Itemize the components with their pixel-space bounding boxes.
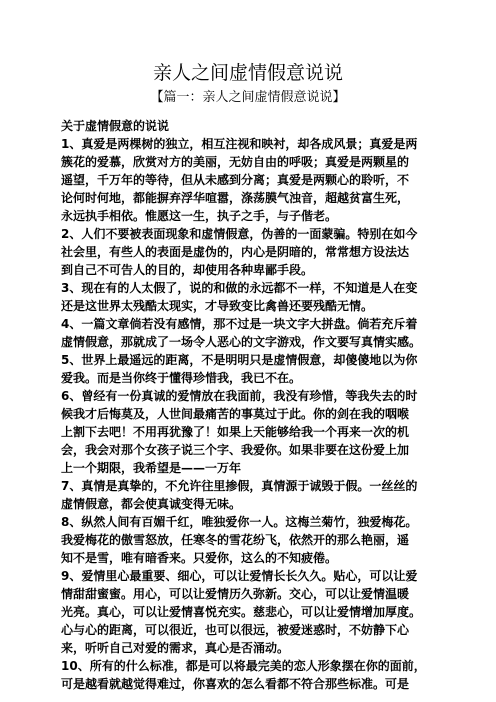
body-line: 簇花的爱慕，欣赏对方的美丽，无妨自由的呼吸；真爱是两颗星的 [61, 155, 410, 169]
body-line: 心与心的距离，可以很近，也可以很远，被爱迷惑时，不妨静下心 [61, 623, 410, 637]
body-line: 社会里，有些人的表面是虚伪的，内心是阴暗的，常常想方设法达 [61, 245, 410, 259]
body-line: 4、一篇文章倘若没有感情，那不过是一块文字大拼盘。倘若充斥着 [61, 317, 418, 331]
body-line: 爱我。而是当你终于懂得珍惜我，我已不在。 [61, 371, 302, 385]
body-line: 5、世界上最遥远的距离，不是明明只是虚情假意，却傻傻地以为你 [61, 353, 418, 367]
body-line: 光亮。真心，可以让爱情喜悦充实。慈悲心，可以让爱情增加厚度。 [61, 605, 422, 619]
body-line: 上割下去吧！不用再犹豫了！如果上天能够给我一个再来一次的机 [61, 425, 410, 439]
body-line: 虚情假意，都会使真诚变得无味。 [61, 497, 242, 511]
body-line: 8、纵然人间有百媚千红，唯独爱你一人。这梅兰菊竹，独爱梅花。 [61, 515, 418, 529]
body-line: 6、曾经有一份真诚的爱情放在我面前，我没有珍惜，等我失去的时 [61, 389, 418, 403]
body-line: 9、爱情里心最重要、细心，可以让爱情长长久久。贴心，可以让爱 [61, 569, 418, 583]
body-line: 我爱梅花的傲雪怒放，任寒冬的雪花纷飞，依然开的那么艳丽，遥 [61, 533, 410, 547]
body-line: 知不是雪，唯有暗香来。只爱你，这么的不知疲倦。 [61, 551, 338, 565]
body-line: 来，听听自己对爱的需求，真心是否涌动。 [61, 641, 290, 655]
body-line: 到自己不可告人的目的，却使用各种卑鄙手段。 [61, 263, 314, 277]
body-line: 上一个期限，我希望是——一万年 [61, 461, 242, 475]
body-line: 1、真爱是两棵树的独立，相互注视和映衬，却各成风景；真爱是两 [61, 137, 418, 151]
body-line: 遥望，千万年的等待，但从未感到分离；真爱是两颗心的聆听，不 [61, 173, 410, 187]
document-subtitle: 【篇一：亲人之间虚情假意说说】 [150, 90, 346, 105]
section-heading: 关于虚情假意的说说 [61, 119, 170, 133]
body-line: 2、人们不要被表面现象和虚情假意，伪善的一面蒙骗。特别在如今 [61, 227, 418, 241]
body-line: 会，我会对那个女孩子说三个字、我爱你。如果非要在这份爱上加 [61, 443, 410, 457]
document-body [61, 117, 439, 693]
body-line: 候我才后悔莫及，人世间最痛苦的事莫过于此。你的剑在我的咽喉 [61, 407, 410, 421]
body-line: 永远执手相依。惟愿这一生，执子之手，与子偕老。 [61, 209, 338, 223]
body-line: 虚情假意，那就成了一场令人恶心的文字游戏，作文要写真情实感。 [61, 335, 422, 349]
body-line: 10、所有的什么标准，都是可以将最完美的恋人形象摆在你的面前， [61, 659, 426, 673]
body-line: 可是越看就越觉得难过，你喜欢的怎么看都不符合那些标准。可是 [61, 677, 410, 691]
body-line: 论何时何地，都能摒弃浮华喧嚣，涤荡膜气浊音，超越贫富生死， [61, 191, 410, 205]
body-line: 7、真情是真挚的，不允许往里掺假，真情源于诚毁于假。一丝丝的 [61, 479, 418, 493]
document-title: 亲人之间虚情假意说说 [152, 62, 343, 84]
body-line: 情甜甜蜜蜜。用心，可以让爱情历久弥新。交心，可以让爱情温暖 [61, 587, 410, 601]
body-line: 还是这世界太残酷太现实，才导致变比禽兽还要残酷无情。 [61, 299, 374, 313]
body-line: 3、现在有的人太假了，说的和做的永远都不一样，不知道是人在变 [61, 281, 418, 295]
